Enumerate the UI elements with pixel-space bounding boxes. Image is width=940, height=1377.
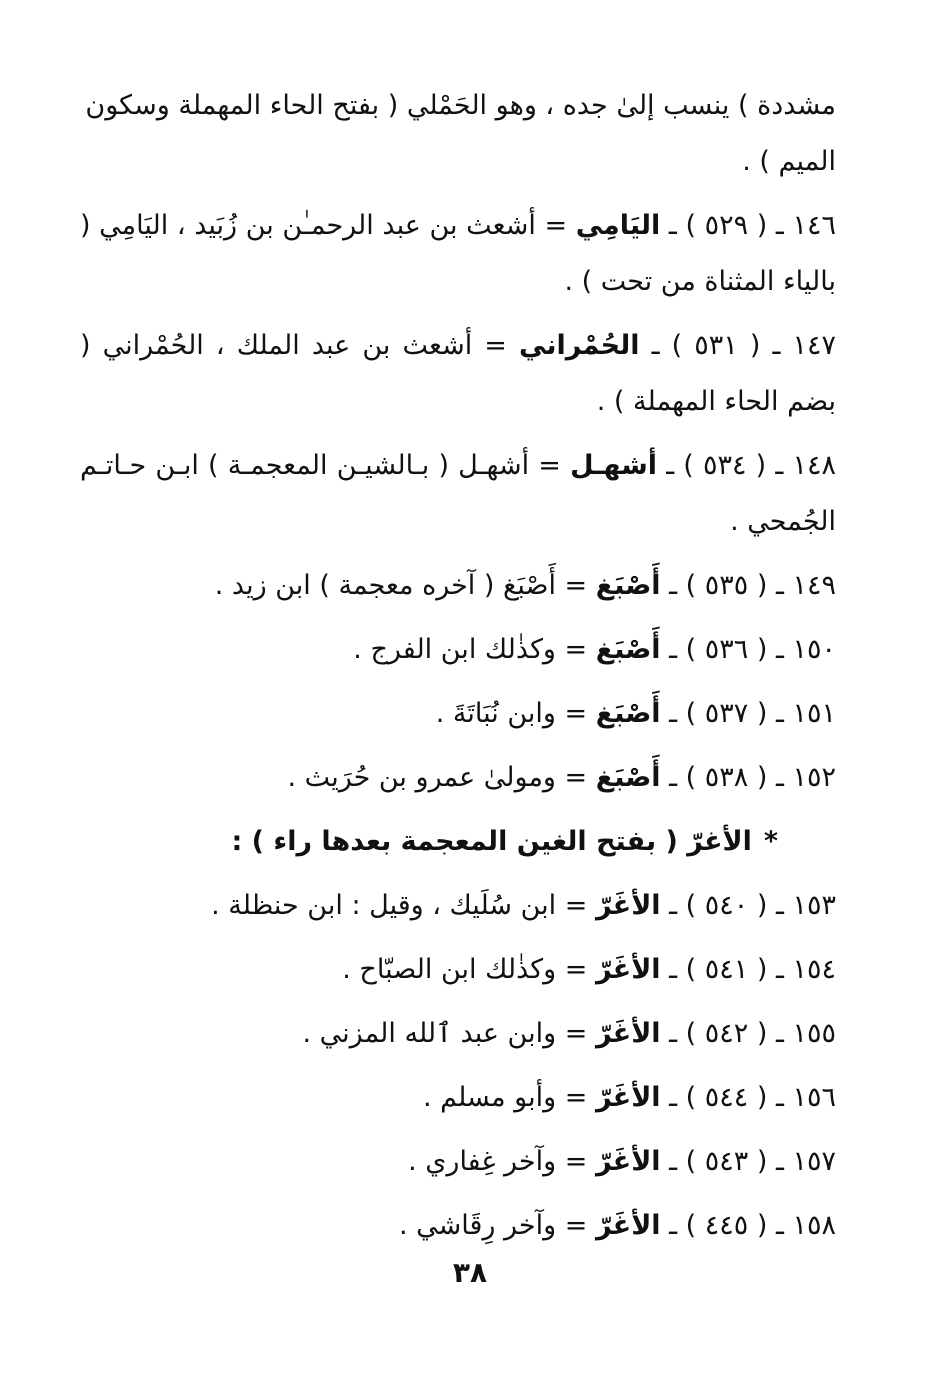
continuation-paragraph: مشددة ) ينسب إلىٰ جده ، وهو الحَمْلي ( بفتح الحاء المهملة وسكون الميم ) . [85, 90, 836, 177]
asterisk-marker: * [763, 826, 778, 857]
entry-text: = وآخر غِفاري . [408, 1146, 596, 1177]
entry-156 [80, 1070, 836, 1126]
entry-text: = أشهـل ( بـالشيـن المعجمـة ) ابـن حـاتـم الجُمحي . [80, 450, 836, 537]
entry-head: أشهـل [570, 450, 658, 481]
entry-head: الأغَرّ [595, 1082, 661, 1113]
entry-text: = وأبو مسلم . [422, 1082, 596, 1113]
entry-text: = وابن عبد ٱلله المزني . [302, 1018, 596, 1049]
entry-head: أَصْبَغ [595, 762, 661, 793]
page-number: ٣٨ [452, 1256, 488, 1289]
entry-number: ١٤٨ ـ ( ٥٣٤ ) ـ [657, 450, 836, 481]
entry-head: الأغَرّ [595, 1210, 661, 1241]
entry-head: الأغَرّ [595, 954, 661, 985]
entry-text: = ومولىٰ عمرو بن حُرَيث . [287, 762, 596, 793]
entry-number: ١٥١ ـ ( ٥٣٧ ) ـ [660, 698, 836, 729]
entry-head: أَصْبَغ [595, 698, 661, 729]
entry-152 [80, 750, 836, 806]
entry-text: = وكذٰلك ابن الصبّاح . [342, 954, 596, 985]
entry-149 [80, 558, 836, 614]
entry-150 [80, 622, 836, 678]
entry-head: اليَامِي [575, 210, 661, 241]
page-body [80, 78, 836, 1262]
entry-text: = أشعث بن عبد الرحمـٰن بن زُبَيد ، اليَامِي ( بالياء المثناة من تحت ) . [80, 210, 836, 297]
entry-number: ١٥٤ ـ ( ٥٤١ ) ـ [660, 954, 836, 985]
entry-text: = وابن نُبَاتَةَ . [435, 698, 596, 729]
entry-head: الأغَرّ [595, 1018, 661, 1049]
entry-number: ١٥٧ ـ ( ٥٤٣ ) ـ [660, 1146, 836, 1177]
entry-151 [80, 686, 836, 742]
entry-number: ١٥٨ ـ ( ٤٤٥ ) ـ [660, 1210, 836, 1241]
entry-number: ١٥٦ ـ ( ٥٤٤ ) ـ [660, 1082, 836, 1113]
entry-number: ١٤٩ ـ ( ٥٣٥ ) ـ [660, 570, 836, 601]
entry-146 [80, 198, 836, 310]
entry-head: الأغَرّ [595, 890, 661, 921]
entry-number: ١٤٦ ـ ( ٥٢٩ ) ـ [660, 210, 836, 241]
entry-158 [80, 1198, 836, 1254]
entry-number: ١٥٥ ـ ( ٥٤٢ ) ـ [660, 1018, 836, 1049]
entry-head: أَصْبَغ [595, 570, 661, 601]
entry-148 [80, 438, 836, 550]
entry-text: = أَصْبَغ ( آخره معجمة ) ابن زيد . [214, 570, 596, 601]
entry-head: أَصْبَغ [595, 634, 661, 665]
section-heading-text: الأغرّ ( بفتح الغين المعجمة بعدها راء ) : [231, 826, 752, 857]
entry-number: ١٤٧ ـ ( ٥٣١ ) ـ [639, 330, 836, 361]
entry-text: = وآخر رِقَاشي . [398, 1210, 596, 1241]
entry-147 [80, 318, 836, 430]
entry-157 [80, 1134, 836, 1190]
entry-text: = ابن سُلَيك ، وقيل : ابن حنظلة . [211, 890, 596, 921]
entry-154 [80, 942, 836, 998]
entry-number: ١٥٠ ـ ( ٥٣٦ ) ـ [660, 634, 836, 665]
entry-text: = أشعث بن عبد الملك ، الحُمْراني ( بضم الحاء المهملة ) . [80, 330, 836, 417]
entry-head: الأغَرّ [595, 1146, 661, 1177]
section-heading [80, 814, 836, 870]
entry-number: ١٥٣ ـ ( ٥٤٠ ) ـ [660, 890, 836, 921]
entry-head: الحُمْراني [519, 330, 640, 361]
entry-153 [80, 878, 836, 934]
entry-number: ١٥٢ ـ ( ٥٣٨ ) ـ [660, 762, 836, 793]
entry-text: = وكذٰلك ابن الفرج . [353, 634, 596, 665]
entry-155 [80, 1006, 836, 1062]
